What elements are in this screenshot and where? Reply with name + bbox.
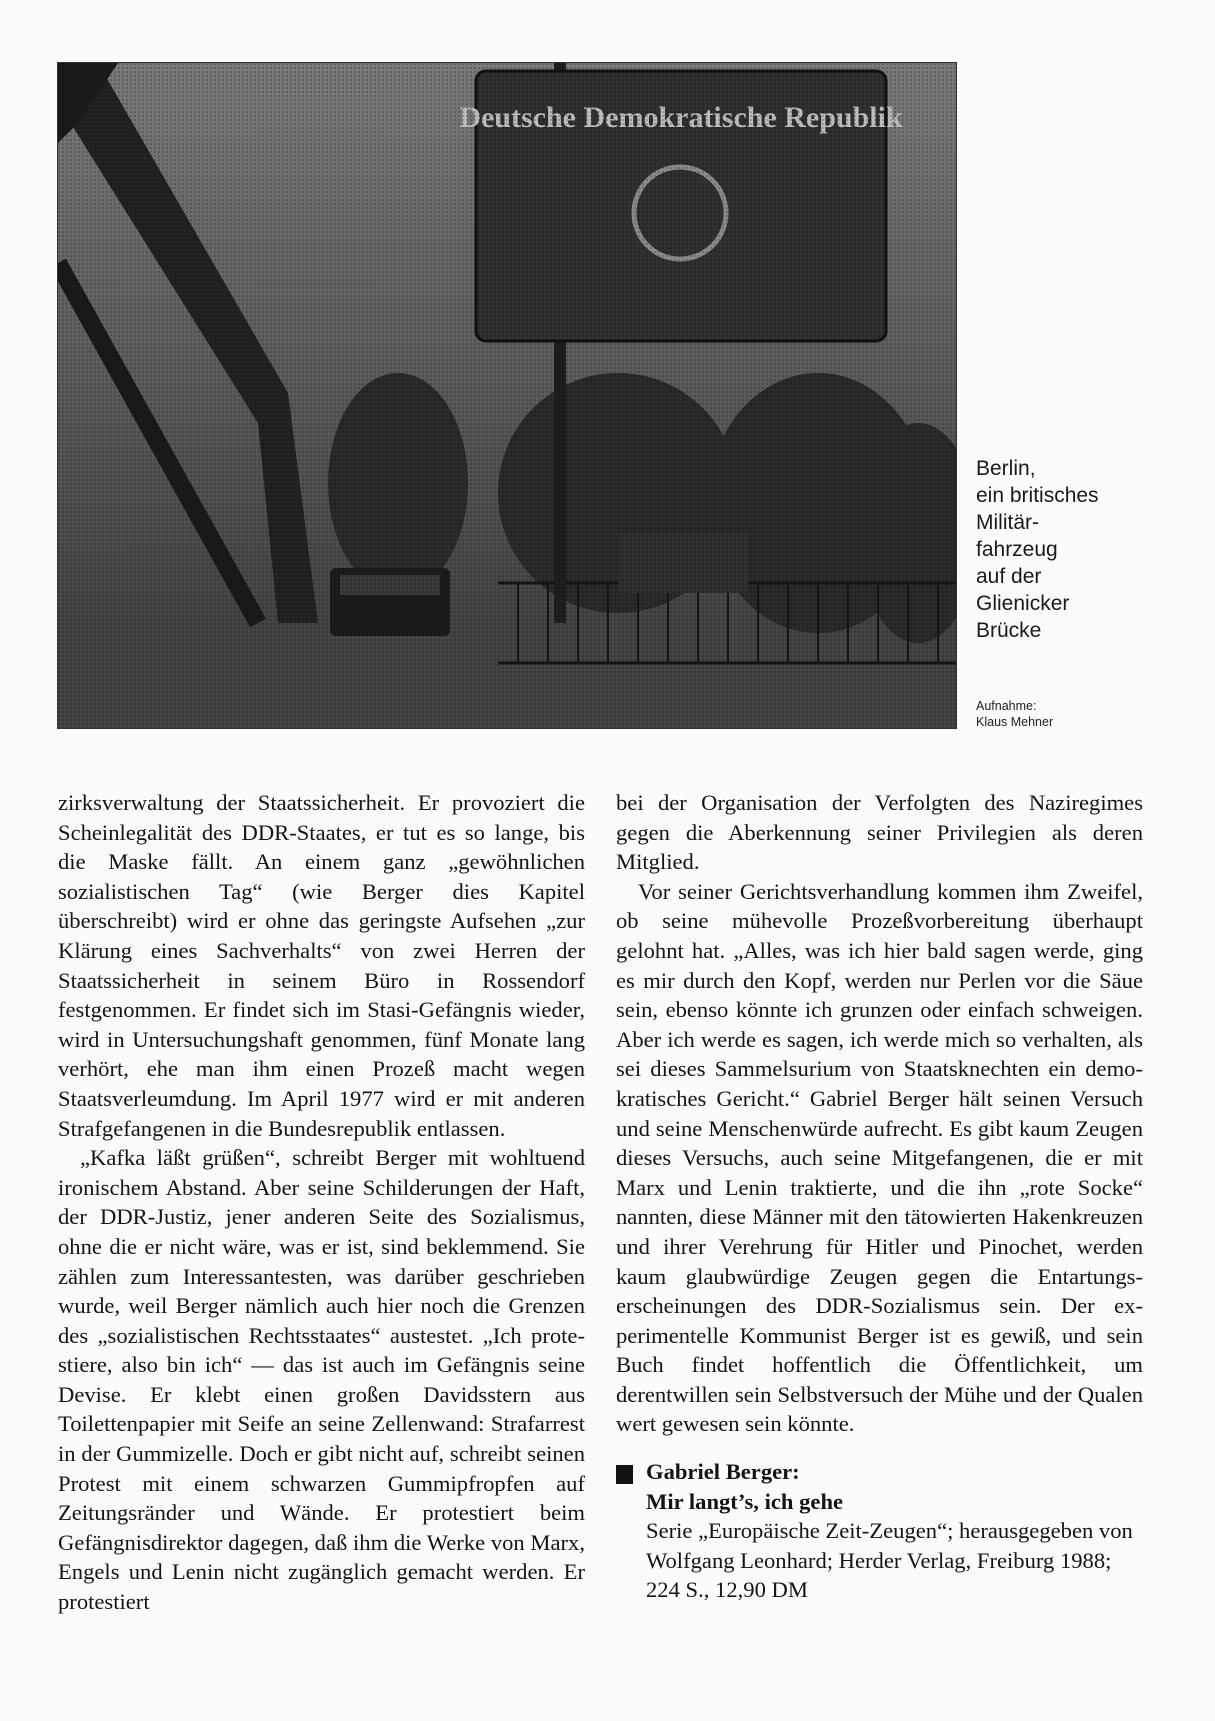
article-column-right xyxy=(616,788,1143,1605)
article-paragraph: bei der Organisation der Verfolgten des Naziregimes gegen die Aberkennung seiner Privilegien als deren Mitglied. xyxy=(616,790,1143,875)
credit-name: Klaus Mehner xyxy=(976,715,1054,729)
caption-line: fahrzeug xyxy=(976,538,1058,561)
photo-credit xyxy=(976,698,1146,730)
caption-line: auf der xyxy=(976,565,1042,588)
caption-line: Brücke xyxy=(976,619,1042,642)
square-bullet-icon xyxy=(616,1465,633,1484)
article-photo xyxy=(57,62,957,729)
article-paragraph: Vor seiner Gerichtsverhandlung kommen ihm Zweifel, ob seine mühevolle Prozeßvorbereitung überhaupt gelohnt hat. „Alles, was ich hier bald sagen werde, ging es mir durch den Kopf, werden nur Perlen vor die Säue sein, ebenso könnte ich grunzen oder einfach schweigen. Aber ich werde es sagen, ich werde mich so verhalten, als sei dieses Sammelsurium von Staatsknechten ein demokratisches Gericht.“ Gabriel Berger hält seinen Versuch und seine Menschenwürde aufrecht. Es gibt kaum Zeugen dieses Versuchs, auch seine Mitgefangenen, die er mit Marx und Lenin traktierte, und die ihn „rote Socke“ nannten, diese Männer mit den tätowierten Hakenkreuzen und ihrer Verehrung für Hitler und Pinochet, werden kaum glaubwürdige Zeugen gegen die Entartungserscheinungen des DDR-Sozialismus sein. Der experimentelle Kommunist Berger ist es gewiß, und sein Buch findet hoffentlich die Öffentlichkeit, um derentwillen sein Selbstversuch der Mühe und der Qualen wert gewesen sein könnte. xyxy=(616,878,1143,1437)
article-column-left xyxy=(58,788,585,1617)
caption-line: Berlin, xyxy=(976,457,1036,480)
book-title: Mir langt’s, ich gehe xyxy=(646,1488,844,1514)
book-author: Gabriel Berger: xyxy=(646,1459,800,1485)
book-details: Serie „Europäische Zeit-Zeugen“; herausgegeben von Wolfgang Leonhard; Herder Verlag, Freiburg 1988; 224 S., 12,90 DM xyxy=(646,1518,1133,1603)
photo-caption xyxy=(976,455,1166,644)
caption-line: Militär- xyxy=(976,511,1039,534)
caption-line: ein britisches xyxy=(976,484,1099,507)
book-info xyxy=(616,1457,1143,1605)
article-paragraph: zirksverwaltung der Staatssicherheit. Er provoziert die Scheinlegalität des DDR-Staates, er tut es so lange, bis die Maske fällt. An einem ganz „gewöhnlichen sozialistischen Tag“ (wie Berger dies Kapitel überschreibt) wird er ohne das geringste Aufsehen „zur Klärung eines Sachverhalts“ von zwei Herren der Staatssicherheit in seinem Büro in Rossendorf festgenommen. Er findet sich im Stasi-Gefängnis wieder, wird in Untersuchungshaft genommen, fünf Monate lang verhört, ehe man ihm einen Prozeß macht wegen Staatsverleumdung. Im April 1977 wird er mit anderen Strafgefangenen in die Bundesrepublik entlassen. xyxy=(58,790,585,1141)
article-paragraph: „Kafka läßt grüßen“, schreibt Berger mit wohltuend ironischem Abstand. Aber seine Schilderungen der Haft, der DDR-Justiz, jener anderen Seite des Sozialismus, ohne die er nicht wäre, was er ist, sind beklemmend. Sie zählen zum Interessantesten, was darüber geschrieben wurde, weil Berger nämlich auch hier noch die Grenzen des „sozialistischen Rechtsstaates“ austestet. „Ich protestiere, also bin ich“ — das ist auch im Gefängnis seine Devise. Er klebt einen großen Davidsstern aus Toilettenpapier mit Seife an seine Zellenwand: Strafarrest in der Gummizelle. Doch er gibt nicht auf, schreibt seinen Protest mit einem schwarzen Gummipfropfen auf Zeitungsränder und Wände. Er protestiert beim Gefängnisdirektor dagegen, daß ihm die Werke von Marx, Engels und Lenin nicht zugänglich gemacht werden. Er protestiert xyxy=(58,1145,585,1615)
credit-label: Aufnahme: xyxy=(976,699,1037,713)
caption-line: Glienicker xyxy=(976,592,1070,615)
